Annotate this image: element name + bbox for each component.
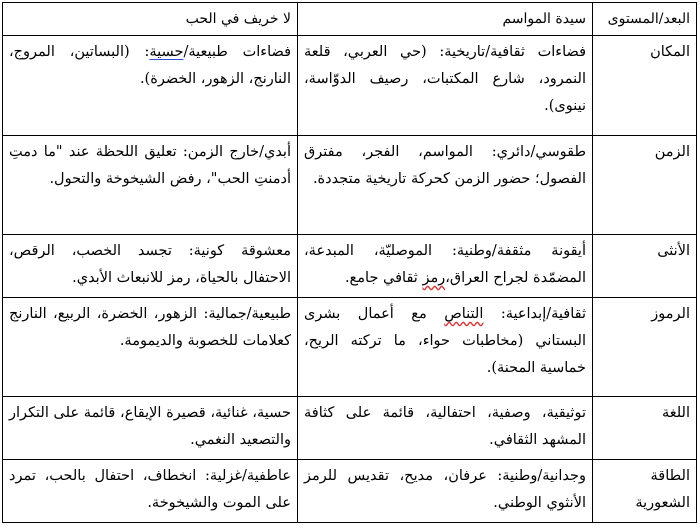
row-kharif-cell <box>3 460 298 523</box>
table-row <box>3 36 697 136</box>
row-sayyida-text: وجدانية/وطنية: عرفان، مديح، تقديس للرمز الأنثوي الوطني. <box>304 468 586 511</box>
row-dimension: الرموز <box>593 298 697 397</box>
table-row <box>3 235 697 298</box>
row-kharif-cell <box>3 235 298 298</box>
row-kharif-cell <box>3 136 298 235</box>
row-kharif-text <box>9 39 291 93</box>
row-sayyida-cell <box>298 298 593 397</box>
row-kharif-text: طبيعية/جمالية: الزهور، الخضرة، الربيع، النارنج كعلامات للخصوبة والديمومة. <box>9 306 291 349</box>
sayyida-text-suffix: مع أعمال بشرى البستاني (مخاطبات حواء، ما تركته الريح، خماسية المحنة). <box>304 306 586 376</box>
kharif-text-prefix: فضاءات طبيعية/ <box>183 44 292 60</box>
row-sayyida-cell <box>298 36 593 136</box>
header-kharif: لا خريف في الحب <box>3 3 298 36</box>
row-dimension: الزمن <box>593 136 697 235</box>
row-sayyida-cell <box>298 235 593 298</box>
sayyida-text-prefix: ثقافية/إبداعية: <box>483 306 586 322</box>
header-sayyida: سيدة المواسم <box>298 3 593 36</box>
row-sayyida-text: طقوسي/دائري: المواسم، الفجر، مفترق الفصول؛ حضور الزمن كحركة تاريخية متجددة. <box>304 144 586 187</box>
row-sayyida-text <box>304 238 586 292</box>
row-kharif-text: حسية، غنائية، قصيرة الإيقاع، قائمة على التكرار والتصعيد النغمي. <box>9 405 291 448</box>
row-sayyida-cell <box>298 397 593 460</box>
sayyida-marked-word: التناص <box>444 306 484 322</box>
row-kharif-text: عاطفية/غزلية: انخطاف، احتفال بالحب، تمرد على الموت والشيخوخة. <box>9 468 291 511</box>
row-sayyida-text: فضاءات ثقافية/تاريخية: (حي العربي، قلعة النمرود، شارع المكتبات، رصيف الدوّاسة، نينوى). <box>304 44 586 114</box>
row-kharif-cell <box>3 397 298 460</box>
table-header-row <box>3 3 697 36</box>
table-row <box>3 298 697 397</box>
row-kharif-cell <box>3 298 298 397</box>
row-dimension: المكان <box>593 36 697 136</box>
row-kharif-cell <box>3 36 298 136</box>
table-row <box>3 397 697 460</box>
comparison-table <box>2 2 697 523</box>
row-sayyida-text: توثيقية، وصفية، احتفالية، قائمة على كثافة المشهد الثقافي. <box>304 405 586 448</box>
row-kharif-text: معشوقة كونية: تجسد الخصب، الرقص، الاحتفال بالحياة، رمز للانبعاث الأبدي. <box>9 243 291 286</box>
sayyida-text-prefix: أيقونة مثقفة/وطنية: الموصليّة، المبدعة، المضمّدة لجراح العراق، <box>304 243 586 286</box>
row-dimension: الطاقة الشعورية <box>593 460 697 523</box>
row-kharif-text: أبدي/خارج الزمن: تعليق اللحظة عند "ما دمتِ أدمنتِ الحب"، رفض الشيخوخة والتحول. <box>9 144 291 187</box>
header-dimension: البعد/المستوى <box>593 3 697 36</box>
row-dimension: اللغة <box>593 397 697 460</box>
sayyida-text-suffix: ثقافي جامع. <box>344 270 423 286</box>
kharif-underlined-word: حسية <box>149 44 184 60</box>
row-sayyida-cell <box>298 136 593 235</box>
table-row <box>3 136 697 235</box>
row-sayyida-cell <box>298 460 593 523</box>
sayyida-marked-word: رمز <box>422 270 446 286</box>
row-dimension: الأنثى <box>593 235 697 298</box>
kharif-text-suffix: : (البساتين، المروج، النارنج، الزهور، الخضرة). <box>9 44 291 87</box>
table-row <box>3 460 697 523</box>
row-sayyida-text <box>304 301 586 382</box>
